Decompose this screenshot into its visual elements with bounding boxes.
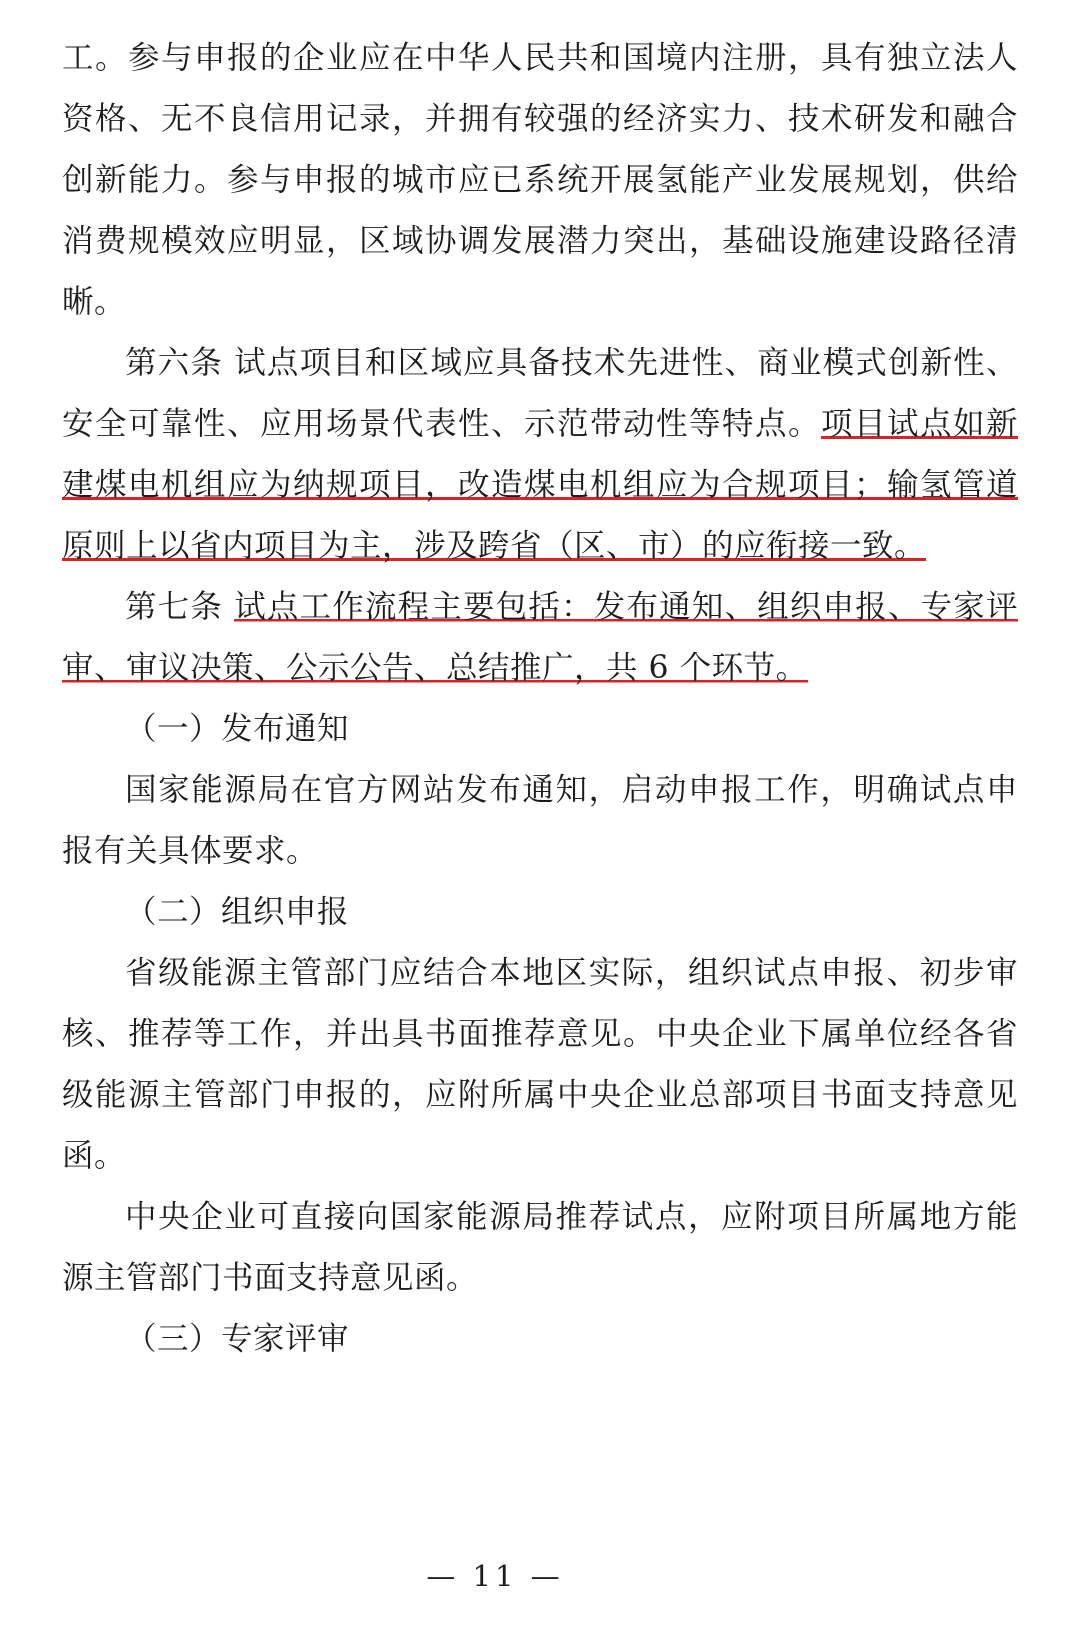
paragraph-step-two-a bbox=[62, 943, 1018, 1187]
article-seven-plain-text: 第七条 bbox=[125, 589, 235, 625]
heading-step-two-label: （二）组织申报 bbox=[125, 894, 350, 930]
paragraph-article-seven bbox=[62, 577, 1018, 699]
article-seven-underlined-text: 试点工作流程主要包括：发布通知、组织申报、专家评审、审议决策、公示公告、总结推广，共 6 个环节。 bbox=[62, 589, 1018, 686]
paragraph-article-six bbox=[62, 333, 1018, 577]
heading-step-one-label: （一）发布通知 bbox=[125, 711, 350, 747]
paragraph-step-two-b bbox=[62, 1187, 1018, 1309]
paragraph-text: 工。参与申报的企业应在中华人民共和国境内注册，具有独立法人资格、无不良信用记录，并拥有较强的经济实力、技术研发和融合创新能力。参与申报的城市应已系统开展氢能产业发展规划，供给消费规模效应明显，区域协调发展潜力突出，基础设施建设路径清晰。 bbox=[62, 40, 1018, 320]
paragraph-text: 国家能源局在官方网站发布通知，启动申报工作，明确试点申报有关具体要求。 bbox=[62, 772, 1018, 869]
page-number: — 11 — bbox=[426, 1559, 564, 1593]
paragraph-text: 中央企业可直接向国家能源局推荐试点，应附项目所属地方能源主管部门书面支持意见函。 bbox=[62, 1199, 1018, 1296]
heading-step-three-label: （三）专家评审 bbox=[125, 1321, 350, 1357]
paragraph-text: 省级能源主管部门应结合本地区实际，组织试点申报、初步审核、推荐等工作，并出具书面推荐意见。中央企业下属单位经各省级能源主管部门申报的，应附所属中央企业总部项目书面支持意见函。 bbox=[62, 955, 1018, 1174]
document-body bbox=[62, 28, 1018, 1370]
heading-step-two bbox=[62, 882, 1018, 943]
paragraph-continuation bbox=[62, 28, 1018, 333]
article-six-plain-text: 第六条 试点项目和区域应具备技术先进性、商业模式创新性、安全可靠性、应用场景代表性、示范带动性等特点。 bbox=[62, 345, 1018, 442]
article-six-underlined-text: 项目试点如新建煤电机组应为纳规项目，改造煤电机组应为合规项目；输氢管道原则上以省内项目为主，涉及跨省（区、市）的应衔接一致。 bbox=[62, 406, 1018, 564]
heading-step-one bbox=[62, 699, 1018, 760]
paragraph-step-one bbox=[62, 760, 1018, 882]
heading-step-three bbox=[62, 1309, 1018, 1370]
